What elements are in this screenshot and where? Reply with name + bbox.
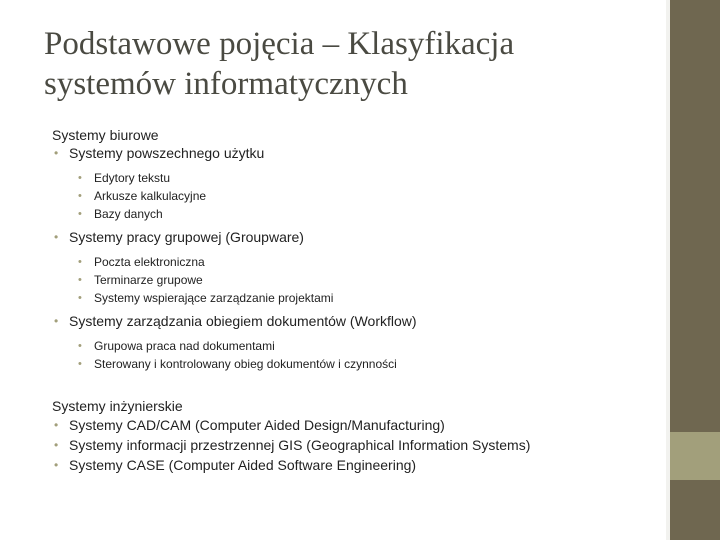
list-subitem — [52, 337, 652, 355]
list-item-label: Systemy powszechnego użytku — [69, 145, 265, 161]
bullet-icon: • — [54, 314, 59, 328]
slide-title — [44, 24, 644, 104]
list-item — [52, 435, 652, 455]
list-item-label: Systemy zarządzania obiegiem dokumentów (Workflow) — [69, 313, 417, 329]
list-item — [52, 312, 652, 331]
decorative-band-accent — [670, 432, 720, 480]
list-item-label: Systemy CAD/CAM (Computer Aided Design/Manufacturing) — [69, 417, 445, 433]
list-subitem — [52, 253, 652, 271]
bullet-icon: • — [54, 230, 59, 244]
bullet-icon: • — [78, 340, 82, 352]
bullet-icon: • — [78, 208, 82, 220]
bullet-icon: • — [54, 418, 59, 432]
list-subitem — [52, 355, 652, 373]
list-subitem-label: Arkusze kalkulacyjne — [94, 189, 207, 203]
bullet-icon: • — [78, 274, 82, 286]
bullet-icon: • — [78, 358, 82, 370]
list-item-label: Systemy CASE (Computer Aided Software Engineering) — [69, 457, 417, 473]
list-subitem — [52, 289, 652, 307]
list-subitem-label: Systemy wspierające zarządzanie projektami — [94, 291, 334, 305]
list-subitem-label: Terminarze grupowe — [94, 273, 203, 287]
list-subitem — [52, 271, 652, 289]
slide-content — [52, 126, 652, 475]
list-item-label: Systemy informacji przestrzennej GIS (Geographical Information Systems) — [69, 437, 531, 453]
title-line: systemów informatycznych — [44, 66, 408, 102]
bullet-icon: • — [54, 438, 59, 452]
bullet-icon: • — [54, 146, 59, 160]
list-item — [52, 144, 652, 163]
list-item — [52, 415, 652, 435]
section-heading: Systemy inżynierskie — [52, 398, 183, 414]
list-subitem-label: Bazy danych — [94, 207, 163, 221]
bullet-icon: • — [78, 172, 82, 184]
list-item — [52, 228, 652, 247]
list-subitem-label: Edytory tekstu — [94, 171, 171, 185]
list-subitem-label: Sterowany i kontrolowany obieg dokumentów i czynności — [94, 357, 397, 371]
list-subitem — [52, 205, 652, 223]
list-item-label: Systemy pracy grupowej (Groupware) — [69, 229, 304, 245]
bullet-icon: • — [78, 292, 82, 304]
bullet-icon: • — [78, 256, 82, 268]
section-heading: Systemy biurowe — [52, 127, 159, 143]
list-subitem — [52, 187, 652, 205]
title-line: Podstawowe pojęcia – Klasyfikacja — [44, 26, 515, 62]
bullet-icon: • — [78, 190, 82, 202]
list-subitem-label: Poczta elektroniczna — [94, 255, 205, 269]
list-item — [52, 455, 652, 475]
list-subitem — [52, 169, 652, 187]
bullet-icon: • — [54, 458, 59, 472]
list-subitem-label: Grupowa praca nad dokumentami — [94, 339, 275, 353]
